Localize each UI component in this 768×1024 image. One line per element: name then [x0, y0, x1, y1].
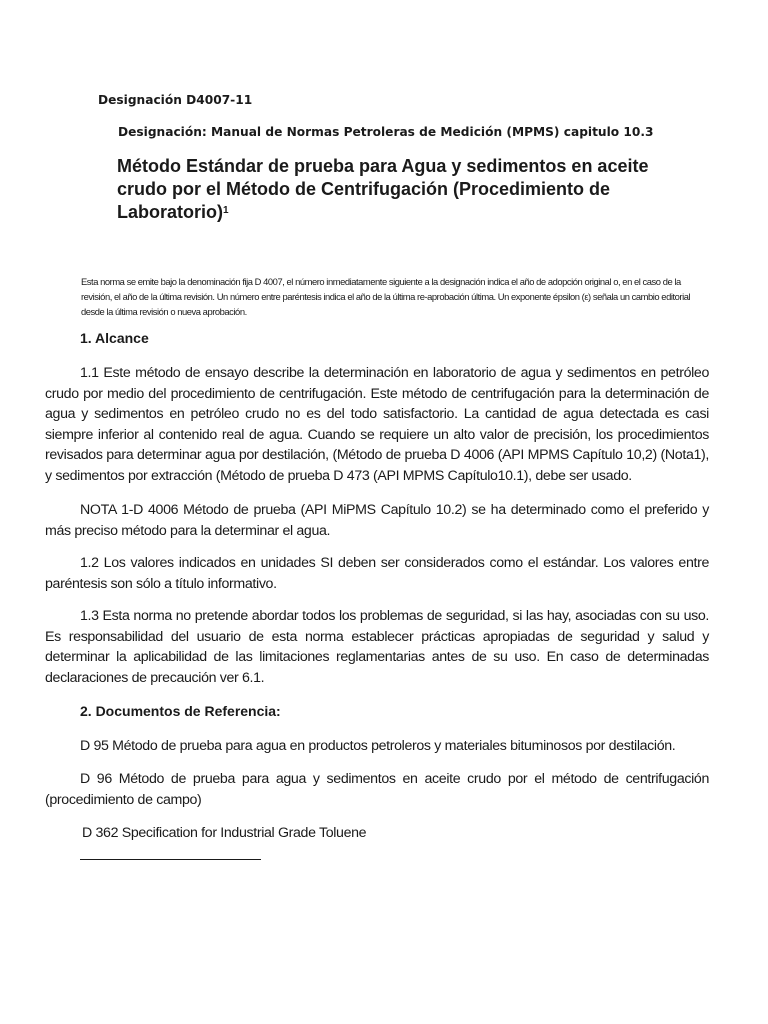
section-heading-scope: 1. Alcance [80, 330, 149, 346]
reference-item: D 362 Specification for Industrial Grade Toluene [82, 825, 367, 841]
reference-item: D 95 Método de prueba para agua en productos petroleros y materiales bituminosos por destilación. [80, 738, 676, 754]
designation-note: Esta norma se emite bajo la denominación fija D 4007, el número inmediatamente siguiente a la designación indica el año de adopción original o, en el caso de la revisión, el año de la última revisión. Un número entre paréntesis indica el año de la última re-aprobación última. Un exponente épsilon (ε) señala un cambio editorial desde la última revisión o nueva aprobación. [81, 276, 691, 317]
section-heading-references: 2. Documentos de Referencia: [80, 703, 281, 719]
footnote-separator [80, 859, 261, 860]
document-title-text: Método Estándar de prueba para Agua y sedimentos en aceite crudo por el Método de Centrifugación (Procedimiento de Laboratorio) [117, 156, 649, 222]
paragraph-1-1: 1.1 Este método de ensayo describe la determinación en laboratorio de agua y sedimentos en petróleo crudo por medio del procedimiento de centrifugación. Este método de centrifugación para la determinación de agua y sedimentos en petróleo crudo no es del todo satisfactorio. La cantidad de agua detectada es casi siempre inferior al contenido real de agua. Cuando se requiere un alto valor de precisión, los procedimientos revisados para determinar agua por destilación, (Método de prueba D 4006 (API MPMS Capítulo 10,2) (Nota1), y sedimentos por extracción (Método de prueba D 473 (API MPMS Capítulo10.1), debe ser usado. [45, 365, 709, 484]
reference-item: D 96 Método de prueba para agua y sedimentos en aceite crudo por el método de centrifugación (procedimiento de campo) [45, 771, 709, 808]
document-title [117, 155, 677, 224]
designation-code: Designación D4007-11 [98, 93, 253, 107]
paragraph-1-2: 1.2 Los valores indicados en unidades SI deben ser considerados como el estándar. Los valores entre paréntesis son sólo a título informativo. [45, 555, 709, 592]
note-1: NOTA 1-D 4006 Método de prueba (API MiPMS Capítulo 10.2) se ha determinado como el preferido y más preciso método para la determinar el agua. [45, 502, 709, 539]
designation-mpms: Designación: Manual de Normas Petroleras de Medición (MPMS) capitulo 10.3 [118, 125, 654, 139]
paragraph-1-3: 1.3 Esta norma no pretende abordar todos los problemas de seguridad, si las hay, asociadas con su uso. Es responsabilidad del usuario de esta norma establecer prácticas apropiadas de seguridad y salud y determinar la aplicabilidad de las limitaciones reglamentarias antes de su uso. En caso de determinadas declaraciones de precaución ver 6.1. [45, 608, 709, 686]
title-footnote-mark: 1 [223, 205, 229, 216]
